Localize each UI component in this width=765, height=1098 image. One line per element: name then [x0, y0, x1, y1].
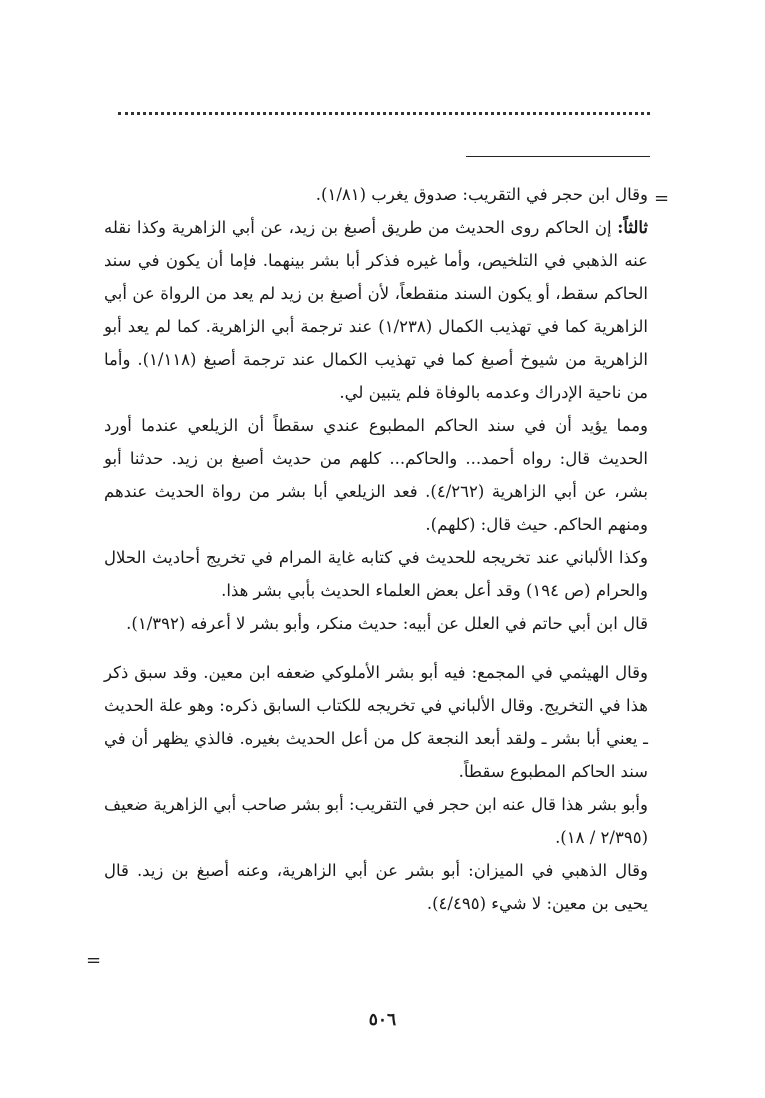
paragraph-1: وقال ابن حجر في التقريب: صدوق يغرب (١/٨١).: [315, 185, 648, 204]
page-number: ٥٠٦: [368, 1010, 397, 1030]
paragraph-4: وكذا الألباني عند تخريجه للحديث في كتابه غاية المرام في تخريج أحاديث الحلال والحرام (ص ١٩٤) وقد أعل بعض العلماء الحديث بأبي بشر هذا.: [104, 548, 648, 600]
footnote-rule: [466, 156, 650, 157]
paragraph-lead: ثالثاً:: [617, 218, 648, 237]
paragraph-3: ومما يؤيد أن في سند الحاكم المطبوع عندي سقطاً أن الزيلعي عندما أورد الحديث قال: رواه أحمد... والحاكم... كلهم من حديث أصبغ بن زيد. حدثنا أبو بشر، عن أبي الزاهرية (٤/٢٦٢). فعد الزيلعي أبا بشر من رواة الحديث عندهم ومنهم الحاكم. حيث قال: (كلهم).: [104, 416, 648, 534]
dotted-separator: [118, 112, 650, 115]
paragraph-8: وقال الذهبي في الميزان: أبو بشر عن أبي الزاهرية، وعنه أصبغ بن زيد. قال يحيى بن معين: لا شيء (٤/٤٩٥).: [104, 861, 648, 913]
paragraph-6: وقال الهيثمي في المجمع: فيه أبو بشر الأملوكي ضعفه ابن معين. وقد سبق ذكر هذا في التخريج. وقال الألباني في تخريجه للكتاب السابق ذكره: وهو علة الحديث ـ يعني أبا بشر ـ ولقد أبعد النجعة كل من أعل الحديث بغيره. فالذي يظهر أن في سند الحاكم المطبوع سقطاً.: [104, 663, 648, 781]
paragraph-5: قال ابن أبي حاتم في العلل عن أبيه: حديث منكر، وأبو بشر لا أعرفه (١/٣٩٢).: [126, 614, 648, 633]
continuation-mark-bottom: =: [86, 950, 102, 971]
paragraph-2: ثالثاً: إن الحاكم روى الحديث من طريق أصبغ بن زيد، عن أبي الزاهرية وكذا نقله عنه الذهبي في التلخيص، وأما غيره فذكر أبا بشر بينهما. فإما أن يكون في سند الحاكم سقط، أو يكون السند منقطعاً، لأن أصبغ بن زيد لم يعد من الرواة عن أبي الزاهرية كما في تهذيب الكمال (١/٢٣٨) عند ترجمة أبي الزاهرية. كما لم يعد أبو الزاهرية من شيوخ أصبغ كما في تهذيب الكمال عند ترجمة أصبغ (١/١١٨). وأما من ناحية الإدراك وعدمه بالوفاة فلم يتبين لي.: [104, 218, 648, 402]
continuation-mark-top: =: [654, 188, 670, 209]
paragraph-7: وأبو بشر هذا قال عنه ابن حجر في التقريب: أبو بشر صاحب أبي الزاهرية ضعيف (٢/٣٩٥ / ١٨).: [104, 795, 648, 847]
footnote-text: [104, 178, 648, 920]
